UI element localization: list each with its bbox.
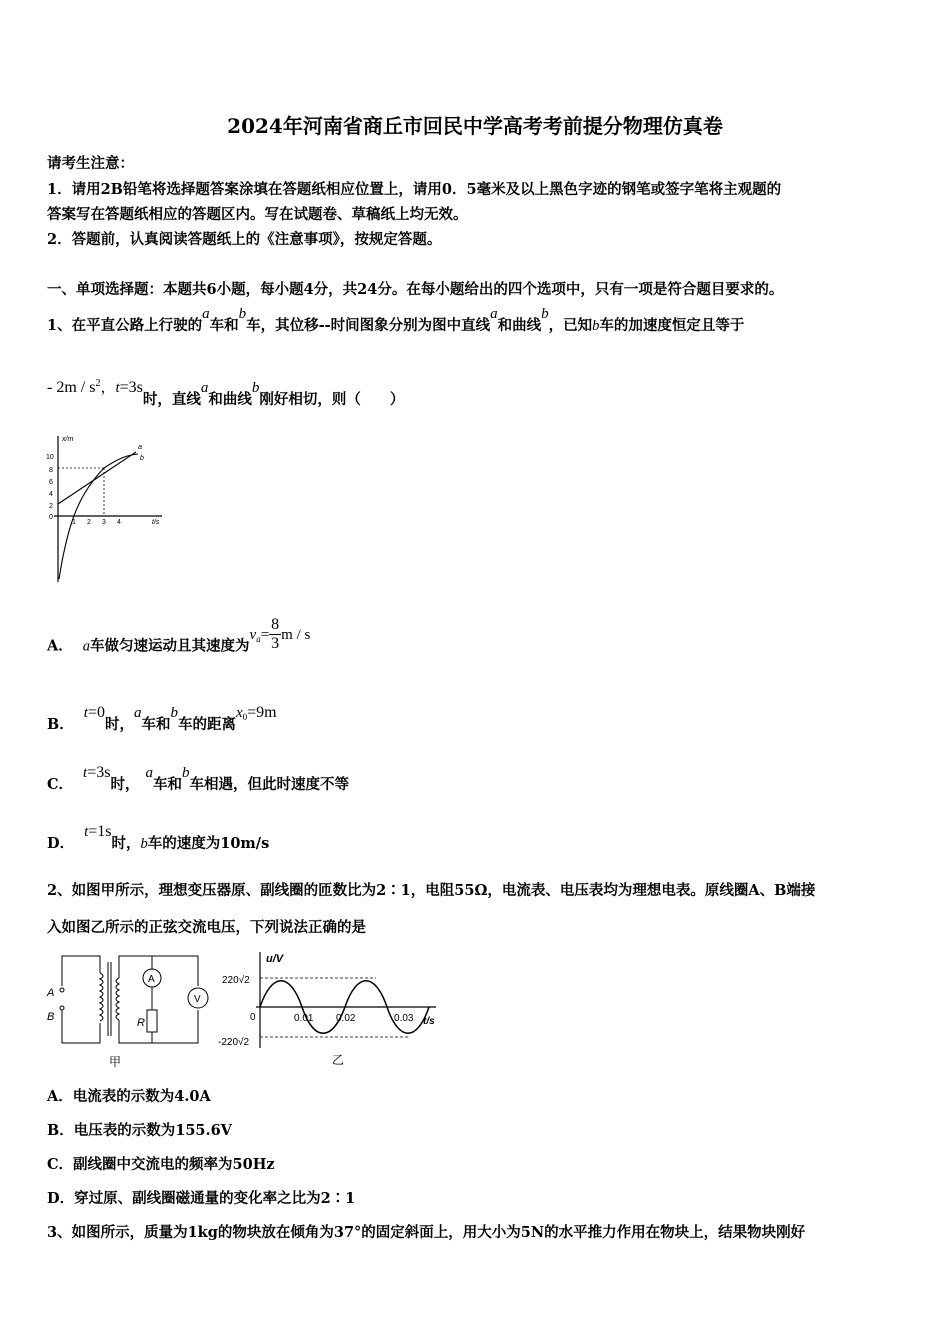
voltmeter-label: V bbox=[194, 994, 201, 1005]
terminal-a bbox=[60, 988, 64, 992]
section-heading: 一、单项选择题：本题共6小题，每小题4分，共24分。在每小题给出的四个选项中，只有一项是符合题目要求的。 bbox=[47, 281, 784, 298]
y-tick: 0 bbox=[49, 514, 53, 521]
resistor-label: R bbox=[137, 1017, 145, 1029]
primary-bottom-wire bbox=[62, 1010, 100, 1043]
x-tick: 4 bbox=[117, 519, 121, 526]
x-axis-label: t/s bbox=[423, 1016, 435, 1027]
x-tick: 1 bbox=[72, 519, 76, 526]
terminal-b-label: B bbox=[47, 1011, 55, 1023]
notice-item-1: 1．请用2B铅笔将选择题答案涂填在答题纸相应位置上，请用0．5毫米及以上黑色字迹的钢笔或签字笔将主观题的 bbox=[47, 181, 782, 198]
y-min-label: -220√2 bbox=[218, 1037, 250, 1048]
label-b: b bbox=[140, 455, 144, 462]
page-title: 2024年河南省商丘市回民中学高考考前提分物理仿真卷 bbox=[227, 114, 723, 138]
ac-voltage-graph bbox=[218, 948, 443, 1072]
y-tick: 6 bbox=[49, 479, 53, 486]
question-1-option-b[interactable]: B．t=0时，a车和b车的距离$x^0=9m$ bbox=[47, 704, 277, 733]
terminal-b bbox=[60, 1006, 64, 1010]
question-2-option-b[interactable]: B．电压表的示数为155.6V bbox=[47, 1122, 232, 1139]
secondary-coil bbox=[116, 978, 119, 1020]
xt-graph bbox=[44, 432, 172, 584]
x-tick: 0.02 bbox=[336, 1013, 356, 1024]
question-2-option-d[interactable]: D．穿过原、副线圈磁通量的变化率之比为2∶1 bbox=[47, 1190, 356, 1207]
notice-item-2: 2．答题前，认真阅读答题纸上的《注意事项》，按规定答题。 bbox=[47, 231, 442, 248]
figure-caption-yi: 乙 bbox=[332, 1053, 345, 1067]
terminal-a-label: A bbox=[47, 987, 55, 999]
y-max-label: 220√2 bbox=[222, 975, 250, 986]
y-tick: 2 bbox=[49, 503, 53, 510]
question-2-stem: 2、如图甲所示，理想变压器原、副线圈的匝数比为2∶1，电阻55Ω，电流表、电压表均为理想电表。原线圈A、B端接 bbox=[47, 882, 816, 899]
secondary-top-wire bbox=[119, 956, 198, 986]
primary-coil bbox=[100, 973, 103, 1021]
question-2-stem-cont: 入如图乙所示的正弦交流电压，下列说法正确的是 bbox=[47, 919, 366, 936]
secondary-bottom-wire bbox=[119, 1010, 198, 1043]
transformer-circuit bbox=[42, 948, 217, 1070]
y-axis-label: x/m bbox=[62, 436, 74, 443]
question-1-option-d[interactable]: D．t=1s时，b车的速度为10m/s bbox=[47, 823, 270, 852]
x-tick: 3 bbox=[102, 519, 106, 526]
y-tick: 4 bbox=[49, 491, 53, 498]
question-1-stem-cont: - $2m / s^2$，t=3s时，直线a和曲线b刚好相切，则（ ） bbox=[47, 378, 405, 408]
line-a bbox=[58, 452, 136, 504]
label-a: a bbox=[138, 444, 142, 451]
notice-item-1-cont: 答案写在答题纸相应的答题区内。写在试题卷、草稿纸上均无效。 bbox=[47, 206, 468, 223]
primary-top-wire bbox=[62, 956, 100, 986]
ammeter-label: A bbox=[148, 974, 155, 985]
y-tick: 8 bbox=[49, 467, 53, 474]
y-axis-label: u/V bbox=[266, 953, 284, 965]
x-tick: 0.03 bbox=[394, 1013, 414, 1024]
question-2-option-c[interactable]: C．副线圈中交流电的频率为50Hz bbox=[47, 1156, 275, 1173]
x-tick: 0.01 bbox=[294, 1013, 314, 1024]
question-1-option-c[interactable]: C．t=3s时，a车和b车相遇，但此时速度不等 bbox=[47, 764, 349, 793]
question-2-option-a[interactable]: A．电流表的示数为4.0A bbox=[47, 1088, 211, 1105]
notice-heading: 请考生注意： bbox=[47, 155, 134, 172]
question-1-option-a[interactable]: A． a车做匀速运动且其速度为$v^a=$ $\frac{8}{3}$ m / s bbox=[47, 616, 311, 655]
x-tick: 2 bbox=[87, 519, 91, 526]
question-3-stem: 3、如图所示，质量为1kg的物块放在倾角为37°的固定斜面上，用大小为5N的水平推力作用在物块上，结果物块刚好 bbox=[47, 1224, 806, 1241]
x-axis-label: t/s bbox=[152, 519, 160, 526]
figure-caption-jia: 甲 bbox=[109, 1055, 122, 1069]
question-1-stem: 1、在平直公路上行驶的a车和b车，其位移--时间图象分别为图中直线a和曲线b，已知b车的加速度恒定且等于 bbox=[47, 306, 745, 334]
origin-label: 0 bbox=[250, 1012, 256, 1023]
y-tick: 10 bbox=[46, 454, 54, 461]
resistor-symbol bbox=[147, 1010, 157, 1032]
